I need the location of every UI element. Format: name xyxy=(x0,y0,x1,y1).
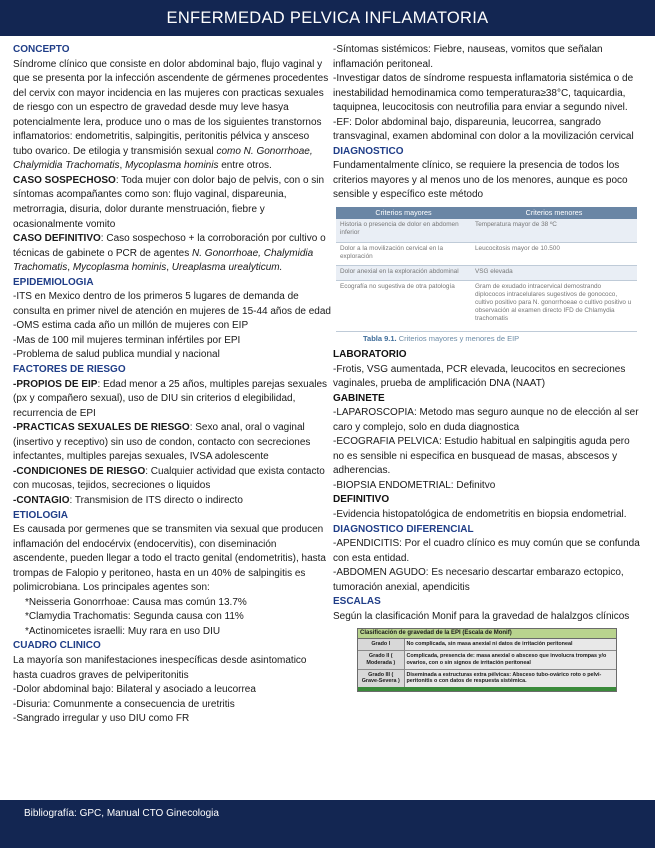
table-cell: Leucocitosis mayor de 10.500 xyxy=(471,242,637,266)
list-item: -Problema de salud publica mundial y nacional xyxy=(13,349,220,361)
list-item: -Síntomas sistémicos: Fiebre, nauseas, vomitos que señalan inflamación peritoneal. xyxy=(333,44,603,70)
desc-cell: No complicada, sin masa anexial ni datos de irritación peritoneal xyxy=(404,639,616,651)
criterios-table xyxy=(336,207,637,332)
agent-item: *Neisseria Gonorrhoae: Causa mas común 13.7% xyxy=(25,596,247,608)
table-cell: Dolor a la movilización cervical en la exploración xyxy=(336,242,471,266)
caso-sospechoso: CASO SOSPECHOSO: Toda mujer con dolor bajo de pelvis, con o sin síntomas acompañantes como son: flujo vaginal, dispareunia, metrorragia, disuria, dolor durante menstruación, fiebre y ocasionalmente vomito xyxy=(13,174,325,230)
table-cell: VSG elevada xyxy=(471,266,637,281)
escalas-text: Según la clasificación Monif para la gravedad de halalzgos clínicos xyxy=(333,610,630,622)
diferencial-heading: DIAGNOSTICO DIFERENCIAL xyxy=(333,523,474,535)
table-cell: Temperatura mayor de 38 ºC xyxy=(471,219,637,242)
etiologia-text: Es causada por germenes que se transmiten via sexual que producen inflamación del endocérvix (endocervitis), con diseminación ascendente, pueden llegar a todo el tracto genital (endometritis), hasta trompas de Falopio y peritoneo, hasta en un 40% de salpingitis es polimicrobiana. Los principales agentes son: xyxy=(13,524,326,594)
page-header xyxy=(0,0,655,36)
table-cell: Dolor anexial en la exploración abdominal xyxy=(336,266,471,281)
agent-item: *Clamydia Trachomatis: Segunda causa con 11% xyxy=(25,611,244,623)
desc-cell: Complicada, presencia de: masa anexial o absceso que involucra trompas y/o ovarios, con o sin signos de irritación peritoneal xyxy=(404,651,616,670)
cuadro-heading: CUADRO CLINICO xyxy=(13,640,101,652)
escalas-heading: ESCALAS xyxy=(333,596,381,608)
table-row xyxy=(336,266,637,281)
laboratorio-heading: LABORATORIO xyxy=(333,349,407,361)
list-item: -LAPAROSCOPIA: Metodo mas seguro aunque no de elección al ser caro y complejo, solo en duda diagnostica xyxy=(333,407,639,433)
table-cell: Historia o presencia de dolor en abdomen inferior xyxy=(336,219,471,242)
grado-cell: Grado I xyxy=(358,639,404,651)
list-item: -Disuria: Comunmente a consecuencia de uretritis xyxy=(13,698,235,710)
right-column xyxy=(333,43,643,692)
table-row xyxy=(358,639,616,651)
table-caption: Tabla 9.1. Criterios mayores y menores de EIP xyxy=(363,334,520,344)
list-item: -BIOPSIA ENDOMETRIAL: Definitvo xyxy=(333,479,496,491)
list-item: -Sangrado irregular y uso DIU como FR xyxy=(13,713,190,725)
monif-table xyxy=(357,628,617,692)
agent-item: *Actinomicetes israelli: Muy rara en uso DIU xyxy=(25,625,221,637)
grado-cell: Grado III ( Grave-Severa ) xyxy=(358,669,404,689)
list-item: -CONDICIONES DE RIESGO: Cualquier actividad que exista contacto con mucosas, tejidos, secreciones o liquidos xyxy=(13,465,325,492)
epidemiologia-heading: EPIDEMIOLOGIA xyxy=(13,276,94,288)
list-item: -EF: Dolor abdominal bajo, dispareunia, leucorrea, sangrado transvaginal, examen abdominal con dolor a la movilización cervical xyxy=(333,116,634,143)
page-footer xyxy=(0,800,655,848)
definitivo-heading: DEFINITIVO xyxy=(333,494,390,506)
table-row xyxy=(358,669,616,689)
table-row xyxy=(336,281,637,332)
list-item: -ABDOMEN AGUDO: Es necesario descartar embarazo ectopico, tumoración anexial, apendicitis xyxy=(333,567,624,593)
gabinete-heading: GABINETE xyxy=(333,392,385,404)
grado-cell: Grado II ( Moderada ) xyxy=(358,651,404,670)
concepto-heading: CONCEPTO xyxy=(13,44,70,55)
table-header: Criterios menores xyxy=(471,207,637,219)
table-row xyxy=(358,651,616,670)
left-column xyxy=(13,43,331,727)
list-item: -ITS en Mexico dentro de los primeros 5 lugares de demanda de consulta en primer nivel de atención en mujeres de 15-44 años de edad xyxy=(13,291,331,317)
table-cell: Gram de exudado intracervical demostrando diplococos intracelulares sugestivos de gonococo, cultivo positivo para N. gonorrhoeae o cultivo positivo u observación al examen directo IFD de Chlamydia trachomatis xyxy=(471,281,637,332)
diagnostico-heading: DIAGNOSTICO xyxy=(333,145,404,157)
list-item: -CONTAGIO: Transmision de ITS directo o indirecto xyxy=(13,494,243,506)
list-item: -Dolor abdominal bajo: Bilateral y asociado a leucorrea xyxy=(13,684,256,696)
table-row xyxy=(336,219,637,242)
definitivo-text: -Evidencia histopatológica de endometritis en biopsia endometrial. xyxy=(333,509,627,521)
list-item: -APENDICITIS: Por el cuadro clínico es muy común que se confunda con esta entidad. xyxy=(333,538,640,564)
list-item: La mayoría son manifestaciones inespecíficas desde asintomatico hasta cuadros graves de pelviperitonitis xyxy=(13,654,307,681)
factores-heading: FACTORES DE RIESGO xyxy=(13,364,126,376)
list-item: -PROPIOS DE EIP: Edad menor a 25 años, multiples parejas sexuales (px y compañero sexual), uso de DIU sin criterios d elegibilidad, recurrencia de EPI xyxy=(13,378,328,419)
etiologia-heading: ETIOLOGIA xyxy=(13,509,68,521)
page-title: ENFERMEDAD PELVICA INFLAMATORIA xyxy=(166,8,489,27)
list-item: -ECOGRAFIA PELVICA: Estudio habitual en salpingitis aguda pero no es sensible ni especifica en busquead de masas, abscesos y adherencias. xyxy=(333,436,630,477)
list-item: -PRACTICAS SEXUALES DE RIESGO: Sexo anal, oral o vaginal (insertivo y receptivo) sin uso de condon, contacto con secreciones infectantes, multiples parejas sexuales, IVSA adolescente xyxy=(13,422,311,463)
caso-definitivo: CASO DEFINITIVO: Caso sospechoso + la corroboración por cultivo o técnicas de gabinete o PCR de agentes N. Gonorrhoae, Chalymidia Trachomatis, Mycoplasma hominis, Ureaplasma urealyticum. xyxy=(13,233,326,274)
laboratorio-text: -Frotis, VSG aumentada, PCR elevada, leucocitos en secreciones vaginales, prueba de amplificación DNA (NAAT) xyxy=(333,363,626,390)
desc-cell: Diseminada a estructuras extra pélvicas: Absceso tubo-ovárico roto o pelvi-peritonitis o con datos de respuesta sistémica. xyxy=(404,669,616,689)
bibliografia-text: Bibliografía: GPC, Manual CTO Ginecologia xyxy=(24,808,219,819)
table-header: Criterios mayores xyxy=(336,207,471,219)
table-row xyxy=(336,242,637,266)
list-item: -Investigar datos de síndrome respuesta inflamatoria sistémica o de inestabilidad hemodinamica como temperatura≥38°C, taquicardia, taquipnea, leucocitosis con neutrofilia para enviar a segundo nivel. xyxy=(333,73,634,114)
diagnostico-text: Fundamentalmente clínico, se requiere la presencia de todos los criterios mayores y al menos uno de los menores, aunque es poco sensible y específico este método xyxy=(333,160,628,201)
monif-table-title: Clasificación de gravedad de la EPI (Escala de Monif) xyxy=(358,629,616,638)
list-item: -OMS estima cada año un millón de mujeres con EIP xyxy=(13,320,249,332)
concepto-text: Síndrome clínico que consiste en dolor abdominal bajo, flujo vaginal y que se presenta por la infección ascendente de gérmenes procedentes del cervix con mayor incidencia en las mujeres con practicas sexuales de riesgo con un espectro de gravedad desde muy leve hasya potencialmente lera, produce uno o mas de los siguientes transtornos inflamatorios: endometritis, salpingitis, peritonitis pélvica y ansceso tubo ovarico. De etilogia y transmisión sexual como N. Gonorrhoae, Chalymidia Trachomatis, Mycoplasma hominis entre otros. xyxy=(13,58,329,172)
table-cell: Ecografía no sugestiva de otra patología xyxy=(336,281,471,332)
list-item: -Mas de 100 mil mujeres terminan infértiles por EPI xyxy=(13,334,241,346)
